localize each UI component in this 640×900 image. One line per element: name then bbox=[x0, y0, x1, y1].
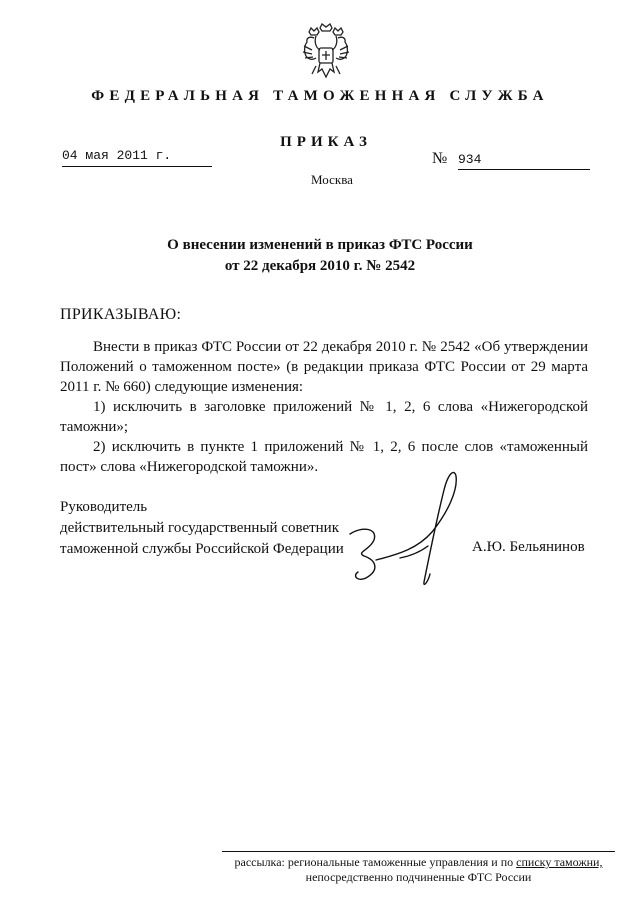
distribution-line-2: непосредственно подчиненные ФТС России bbox=[305, 870, 532, 884]
signer-rank: действительный государственный советник bbox=[60, 520, 340, 536]
order-number: 934 bbox=[458, 152, 590, 170]
distribution-line-1 bbox=[222, 855, 615, 870]
distribution-underlined: списку таможни, bbox=[516, 855, 603, 869]
distribution-prefix: рассылка: региональные таможенные управления и по bbox=[234, 855, 514, 869]
handwritten-signature bbox=[340, 462, 480, 592]
order-date: 04 мая 2011 г. bbox=[62, 148, 212, 167]
order-body bbox=[60, 337, 588, 477]
signer-position: Руководитель bbox=[60, 499, 148, 515]
order-directive: ПРИКАЗЫВАЮ: bbox=[60, 306, 182, 323]
document-type: ПРИКАЗ bbox=[280, 134, 372, 150]
distribution-note bbox=[222, 855, 615, 885]
body-paragraph-item-2: 2) исключить в пункте 1 приложений № 1, 2, 6 после слов «таможенный пост» слова «Нижегородской таможни». bbox=[60, 439, 588, 475]
order-city: Москва bbox=[311, 172, 353, 187]
body-paragraph-item-1: 1) исключить в заголовке приложений № 1, 2, 6 слова «Нижегородской таможни»; bbox=[60, 399, 588, 435]
signer-name: А.Ю. Бельянинов bbox=[472, 539, 585, 555]
body-paragraph: Внести в приказ ФТС России от 22 декабря 2010 г. № 2542 «Об утверждении Положений о таможенном посте» (в редакции приказа ФТС России от 29 марта 2011 г. № 660) следующие изменения: bbox=[60, 339, 588, 395]
agency-name: ФЕДЕРАЛЬНАЯ ТАМОЖЕННАЯ СЛУЖБА bbox=[91, 88, 549, 104]
order-title-line-1: О внесении изменений в приказ ФТС России bbox=[167, 237, 473, 253]
order-number-label: № bbox=[432, 150, 448, 167]
footer-divider bbox=[222, 851, 615, 852]
russian-coat-of-arms-icon bbox=[300, 22, 352, 82]
order-title-line-2: от 22 декабря 2010 г. № 2542 bbox=[224, 258, 416, 274]
signer-rank-continued: таможенной службы Российской Федерации bbox=[60, 541, 344, 557]
order-title bbox=[0, 235, 640, 277]
signer-block bbox=[60, 497, 344, 560]
